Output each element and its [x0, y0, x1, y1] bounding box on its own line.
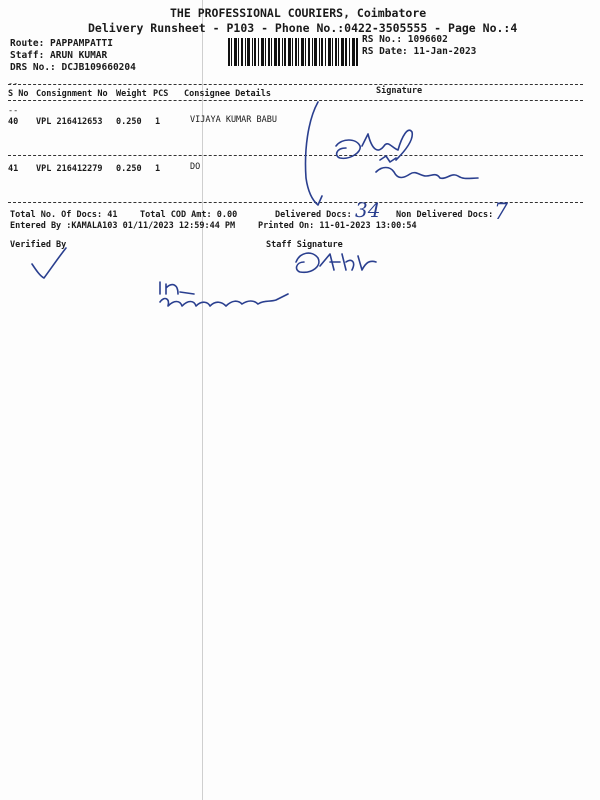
bracket-mark: [306, 102, 323, 205]
total-docs: Total No. Of Docs: 41: [10, 210, 118, 220]
col-header-sno: S No: [8, 89, 29, 99]
col-header-consignment: Consignment No: [36, 89, 108, 99]
rs-date: RS Date: 11-Jan-2023: [362, 46, 477, 57]
table-row-2-pcs: 1: [155, 164, 161, 174]
runsheet-title: Delivery Runsheet - P103 - Phone No.:0422-3505555 - Page No.:4: [88, 21, 518, 35]
staff-signature-ink: [296, 253, 376, 272]
table-row-1-pcs: 1: [155, 117, 161, 127]
initials-ink: [160, 282, 194, 294]
col-header-weight: Weight: [116, 89, 147, 99]
rs-number: RS No.: 1096602: [362, 34, 448, 45]
verified-tick: [32, 248, 66, 278]
verified-by-label: Verified By: [10, 240, 67, 250]
table-row-1-consignee: VIJAYA KUMAR BABU: [190, 115, 277, 125]
staff-label: Staff: ARUN KUMAR: [10, 50, 108, 61]
staff-signature-label: Staff Signature: [266, 240, 343, 250]
table-row-1-consignment: VPL 216412653: [36, 117, 103, 127]
delivered-docs-handwritten: 34: [355, 198, 381, 222]
entered-by: Entered By :KAMALA103 01/11/2023 12:59:44 PM: [10, 221, 236, 231]
col-header-pcs: PCS: [153, 89, 169, 99]
table-row-1-weight: 0.250: [116, 117, 142, 127]
signature-phone-scribble: [376, 168, 478, 179]
printed-on: Printed On: 11-01-2023 13:00:54: [258, 221, 417, 231]
delivered-docs-label: Delivered Docs:: [275, 210, 352, 220]
drs-number: DRS No.: DCJB109660204: [10, 62, 136, 73]
non-delivered-docs-handwritten: 7: [494, 200, 508, 225]
company-title: THE PROFESSIONAL COURIERS, Coimbatore: [170, 6, 427, 20]
total-cod: Total COD Amt: 0.00: [140, 210, 238, 220]
table-row-2-consignment: VPL 216412279: [36, 164, 103, 174]
non-delivered-docs-label: Non Delivered Docs:: [396, 210, 494, 220]
table-row-2-weight: 0.250: [116, 164, 142, 174]
table-row-2-consignee: DO: [190, 162, 201, 172]
col-header-signature: Signature: [376, 86, 423, 96]
route-label: Route: PAPPAMPATTI: [10, 38, 113, 49]
table-row-1-sno: 40: [8, 117, 19, 127]
signature-row-1: [336, 130, 412, 160]
name-scribble-ink: [160, 294, 288, 306]
table-row-2-sno: 41: [8, 164, 19, 174]
col-header-consignee: Consignee Details: [184, 89, 271, 99]
